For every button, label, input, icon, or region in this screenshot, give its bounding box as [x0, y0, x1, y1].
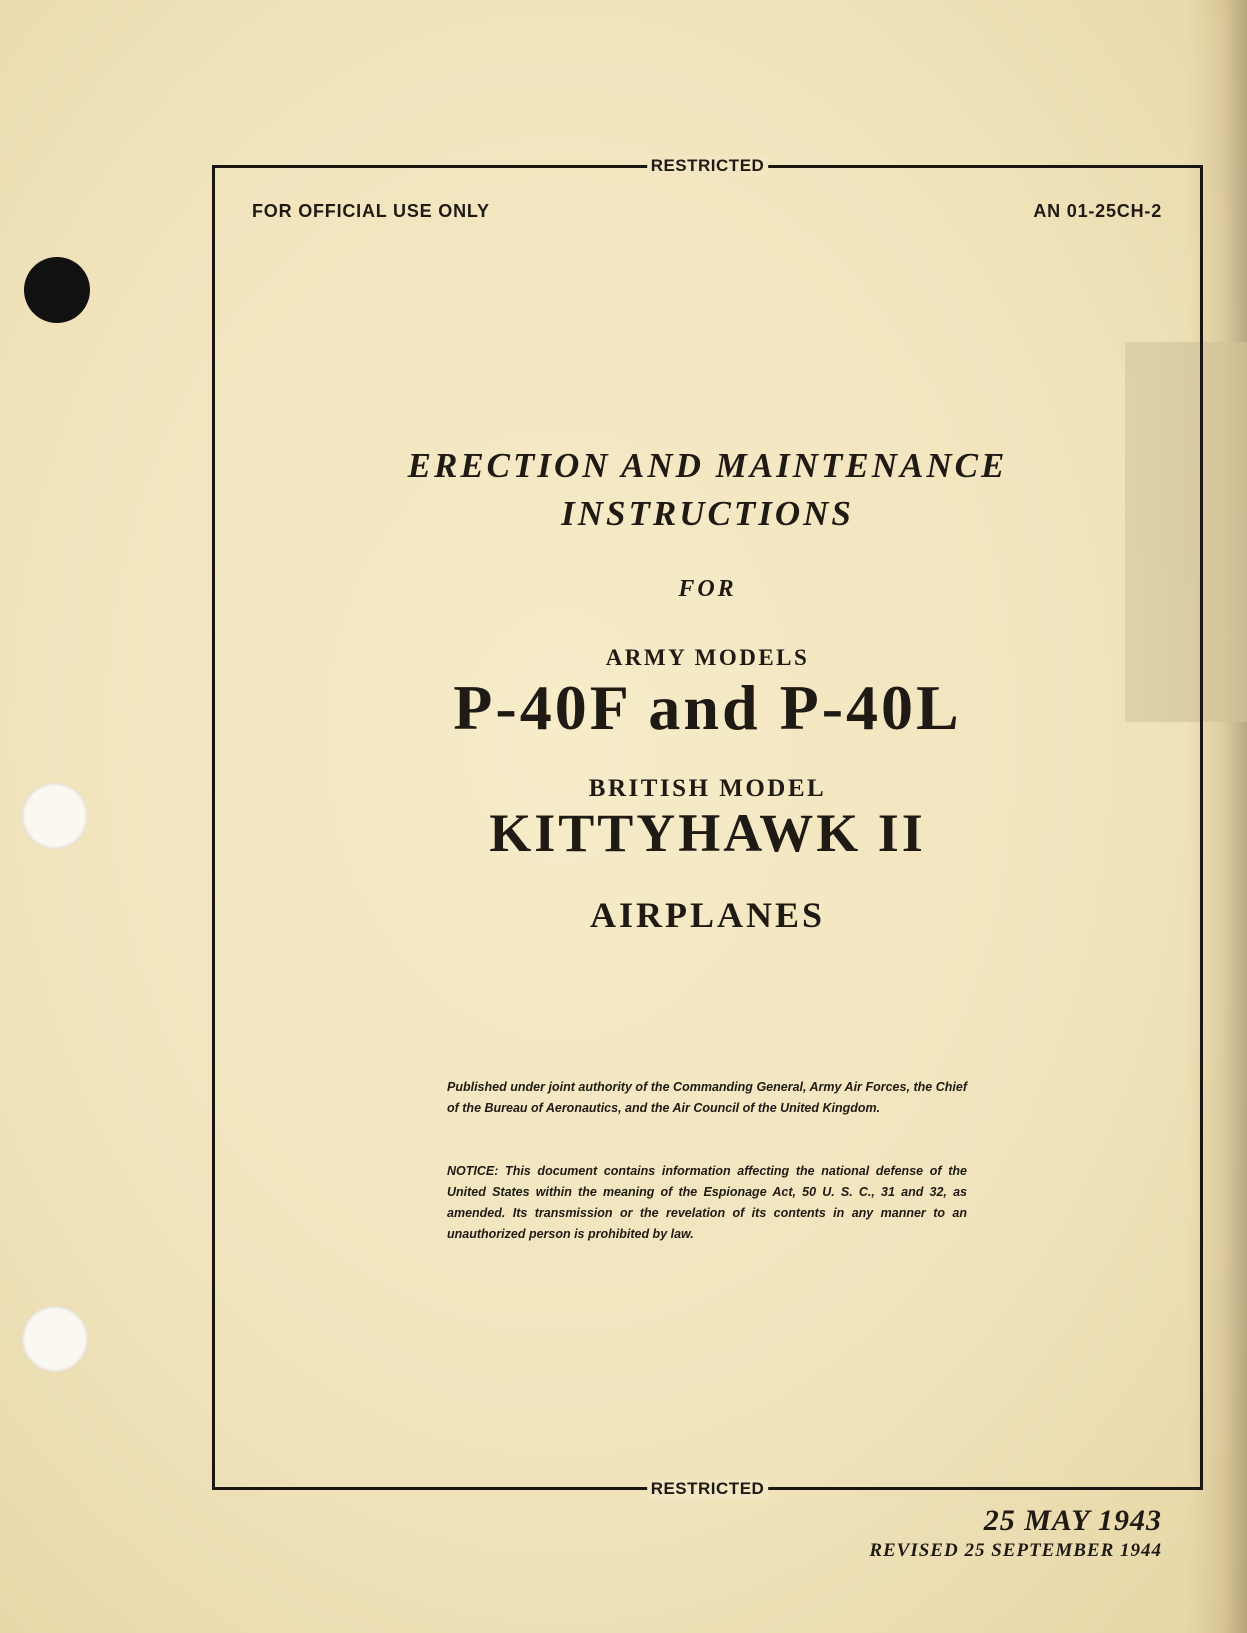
british-model: KITTYHAWK II — [489, 803, 926, 863]
restricted-label-top: RESTRICTED — [647, 156, 769, 176]
title-line-1: ERECTION AND MAINTENANCE — [407, 446, 1008, 485]
punch-hole-middle — [22, 783, 88, 849]
cover-frame — [212, 156, 1203, 1498]
army-models: P-40F and P-40L — [453, 672, 962, 743]
army-models-label: ARMY MODELS — [605, 645, 810, 670]
revision-date: REVISED 25 SEPTEMBER 1944 — [869, 1540, 1162, 1561]
document-number: AN 01-25CH-2 — [1033, 201, 1162, 221]
publication-date: 25 MAY 1943 — [983, 1504, 1162, 1537]
british-model-label: BRITISH MODEL — [588, 775, 827, 802]
punch-hole-bottom — [22, 1306, 88, 1372]
restricted-label-bottom: RESTRICTED — [647, 1479, 769, 1499]
notice-paragraph: NOTICE: This document contains information affecting the national defense of the United States within the meaning of the Espionage Act, 50 U. S. C., 31 and 32, as amended. Its transmission or the revelation of its contents in any manner to an unauthorized person is prohibited by law. — [447, 1164, 967, 1241]
title-line-2: INSTRUCTIONS — [561, 494, 854, 533]
official-use-label: FOR OFFICIAL USE ONLY — [252, 201, 490, 221]
authority-paragraph: Published under joint authority of the Commanding General, Army Air Forces, the Chief of the Bureau of Aeronautics, and the Air Council of the United Kingdom. — [447, 1080, 967, 1115]
airplanes-label: AIRPLANES — [589, 895, 826, 935]
punch-hole-top — [24, 257, 90, 323]
title-for: FOR — [678, 576, 737, 602]
